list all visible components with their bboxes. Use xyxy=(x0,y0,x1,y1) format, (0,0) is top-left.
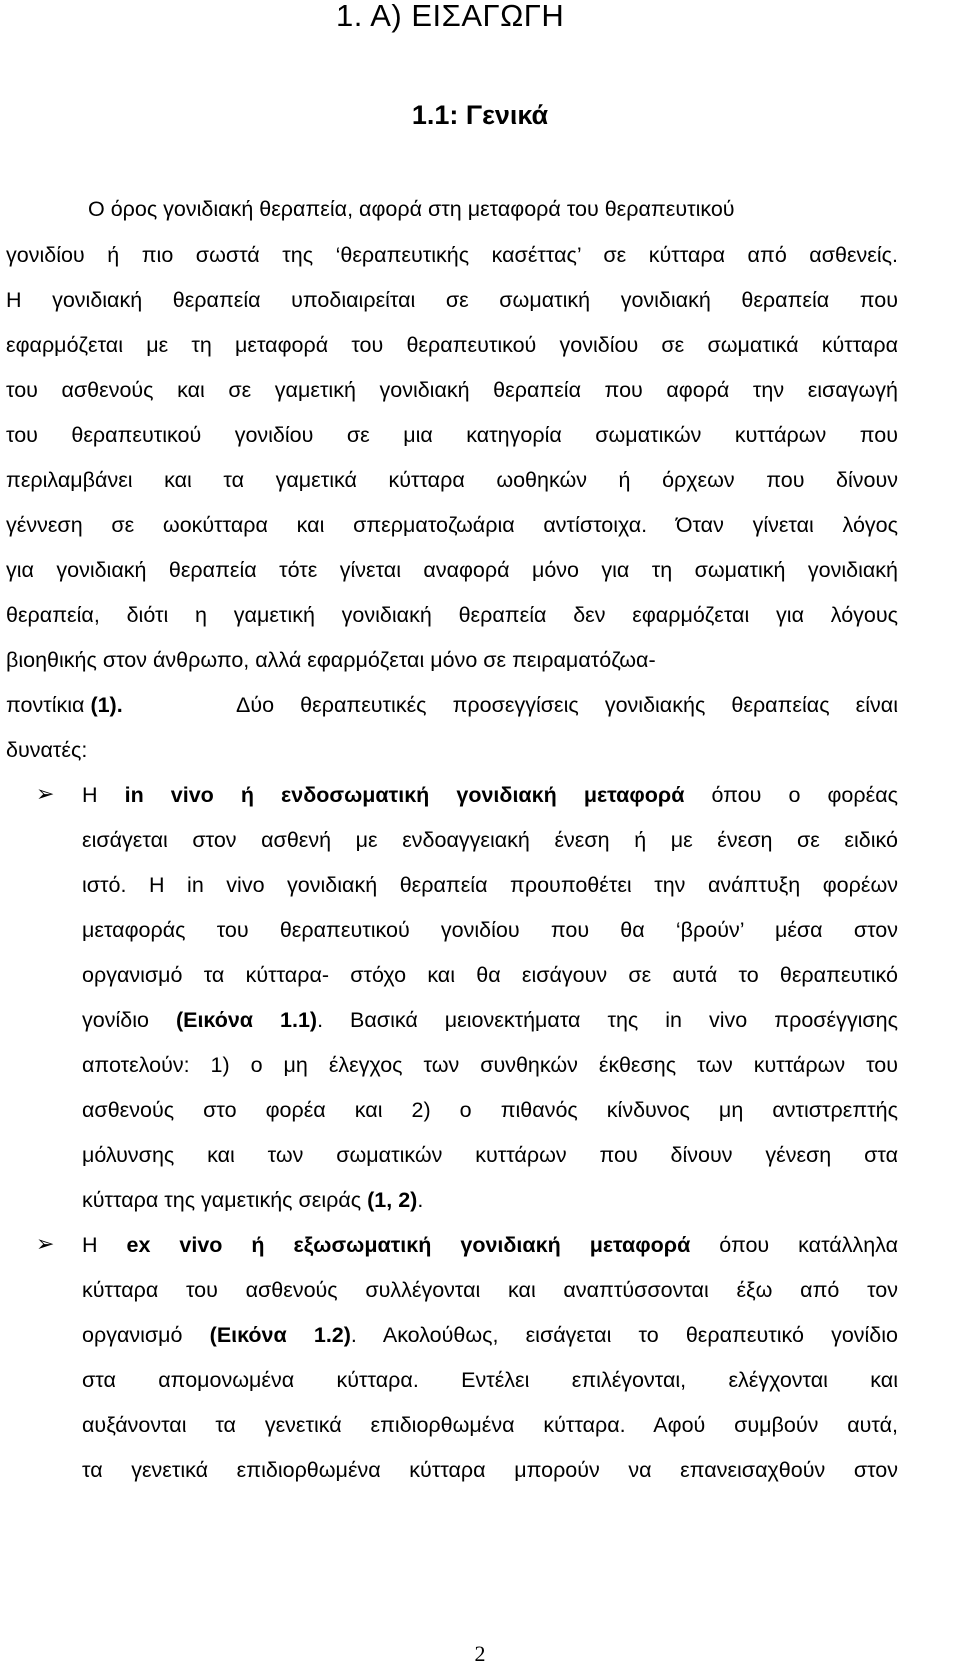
text-span: . xyxy=(417,1188,424,1212)
text-span: όπου ο φορέας xyxy=(684,783,898,807)
text-line: Δύο θεραπευτικές προσεγγίσεις γονιδιακής θεραπείας είναι xyxy=(236,693,898,717)
text-span: γονίδιο xyxy=(82,1008,176,1032)
text-line: εφαρμόζεται με τη μεταφορά του θεραπευτικού γονιδίου σε σωματικά κύτταρα xyxy=(6,333,898,357)
bold-term: in vivo ή ενδοσωματική γονιδιακή μεταφορά xyxy=(124,783,685,807)
text-line xyxy=(82,1185,423,1215)
section-heading: 1.1: Γενικά xyxy=(411,100,549,130)
text-span: όπου κατάλληλα xyxy=(690,1233,899,1257)
text-span: Η xyxy=(82,1233,127,1257)
text-line: τα γενετικά επιδιορθωμένα κύτταρα μπορούν να επανεισαχθούν στον xyxy=(82,1458,898,1482)
chapter-heading: 1. Α) ΕΙΣΑΓΩΓΗ xyxy=(336,0,565,33)
text-line xyxy=(82,1005,898,1035)
text-line: δυνατές: xyxy=(6,738,88,762)
text-line: του ασθενούς και σε γαμετική γονιδιακή θεραπεία που αφορά την εισαγωγή xyxy=(6,378,898,402)
figure-ref: (Εικόνα 1.2) xyxy=(209,1323,351,1347)
arrow-bullet-icon: ➢ xyxy=(36,782,55,807)
citation: (1). xyxy=(90,693,123,717)
text-line: μεταφοράς του θεραπευτικού γονιδίου που θα ‘βρούν’ μέσα στον xyxy=(82,918,898,942)
page-number: 2 xyxy=(474,1641,486,1666)
text-line: μόλυνσης και των σωματικών κυττάρων που δίνουν γένεση στα xyxy=(82,1143,898,1167)
text-line: Ο όρος γονιδιακή θεραπεία, αφορά στη μεταφορά του θεραπευτικού xyxy=(88,197,735,221)
text-line: Η γονιδιακή θεραπεία υποδιαιρείται σε σωματική γονιδιακή θεραπεία που xyxy=(6,288,898,312)
text-line: αυξάνονται τα γενετικά επιδιορθωμένα κύτταρα. Αφού συμβούν αυτά, xyxy=(82,1413,898,1437)
text-line xyxy=(82,780,898,810)
text-line: βιοηθικής στον άνθρωπο, αλλά εφαρμόζεται μόνο σε πειραματόζωα- xyxy=(6,648,656,672)
text-span: Η xyxy=(82,783,125,807)
text-line: γονιδίου ή πιο σωστά της ‘θεραπευτικής κασέττας’ σε κύτταρα από ασθενείς. xyxy=(6,243,898,267)
text-line: στα απομονωμένα κύτταρα. Εντέλει επιλέγονται, ελέγχονται και xyxy=(82,1368,898,1392)
text-line xyxy=(82,1320,898,1350)
text-line: για γονιδιακή θεραπεία τότε γίνεται αναφορά μόνο για τη σωματική γονιδιακή xyxy=(6,558,898,582)
text-line: γέννεση σε ωοκύτταρα και σπερματοζωάρια αντίστοιχα. Όταν γίνεται λόγος xyxy=(6,513,898,537)
figure-ref: (Εικόνα 1.1) xyxy=(175,1008,318,1032)
text-line: του θεραπευτικού γονιδίου σε μια κατηγορία σωματικών κυττάρων που xyxy=(6,423,898,447)
text-line: κύτταρα του ασθενούς συλλέγονται και αναπτύσσονται έξω από τον xyxy=(82,1278,898,1302)
text-span: οργανισμό xyxy=(82,1323,210,1347)
text-line: περιλαμβάνει και τα γαμετικά κύτταρα ωοθηκών ή όρχεων που δίνουν xyxy=(6,468,898,492)
text-span: κύτταρα της γαμετικής σειράς xyxy=(82,1188,368,1212)
text-span: . Βασικά μειονεκτήματα της in vivo προσέγγισης xyxy=(317,1008,898,1032)
citation: (1, 2) xyxy=(367,1188,418,1212)
text-line: θεραπεία, διότι η γαμετική γονιδιακή θεραπεία δεν εφαρμόζεται για λόγους xyxy=(6,603,898,627)
text-line: εισάγεται στον ασθενή με ενδοαγγειακή ένεση ή με ένεση σε ειδικό xyxy=(82,828,898,852)
text-line: ιστό. Η in vivo γονιδιακή θεραπεία προυποθέτει την ανάπτυξη φορέων xyxy=(82,873,898,897)
text-span: . Ακολούθως, εισάγεται το θεραπευτικό γονίδιο xyxy=(350,1323,899,1347)
arrow-bullet-icon: ➢ xyxy=(36,1232,55,1257)
text-line: αποτελούν: 1) ο μη έλεγχος των συνθηκών έκθεσης των κυττάρων του xyxy=(82,1053,898,1077)
text-line: ασθενούς στο φορέα και 2) ο πιθανός κίνδυνος μη αντιστρεπτής xyxy=(82,1098,898,1122)
text-span: ποντίκια xyxy=(6,693,91,717)
text-line xyxy=(6,690,123,720)
bold-term: ex vivo ή εξωσωματική γονιδιακή μεταφορά xyxy=(126,1233,691,1257)
text-line xyxy=(82,1230,898,1260)
text-line: οργανισμό τα κύτταρα- στόχο και θα εισάγουν σε αυτά το θεραπευτικό xyxy=(82,963,898,987)
